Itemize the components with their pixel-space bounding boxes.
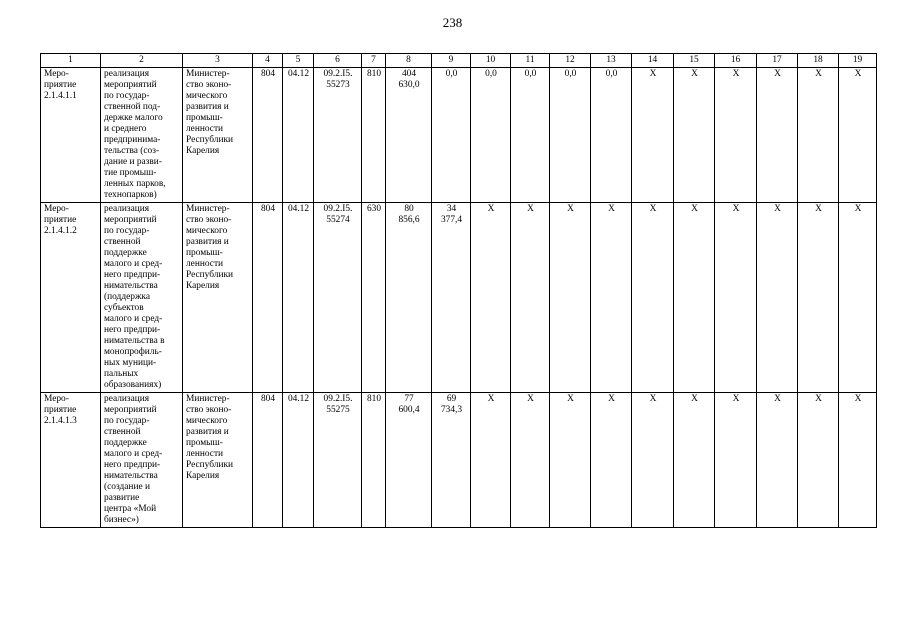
value-cell: X: [550, 393, 591, 528]
value-cell: 404 630,0: [386, 68, 432, 203]
column-header: 11: [511, 54, 550, 68]
column-header: 16: [715, 54, 757, 68]
csr-cell: 09.2.I5. 55274: [314, 203, 362, 393]
header-row: [41, 54, 877, 68]
value-cell: X: [632, 393, 674, 528]
event-cell: Меро- приятие 2.1.4.1.1: [41, 68, 101, 203]
column-header: 9: [432, 54, 471, 68]
column-header: 14: [632, 54, 674, 68]
value-cell: 69 734,3: [432, 393, 471, 528]
rzpr-cell: 04.12: [283, 393, 314, 528]
csr-cell: 09.2.I5. 55273: [314, 68, 362, 203]
column-header: 15: [674, 54, 715, 68]
value-cell: 34 377,4: [432, 203, 471, 393]
column-header: 8: [386, 54, 432, 68]
value-cell: X: [591, 203, 632, 393]
page-number: 238: [442, 15, 463, 30]
table-row: [41, 203, 877, 393]
value-cell: 0,0: [511, 68, 550, 203]
value-cell: X: [798, 203, 839, 393]
value-cell: 77 600,4: [386, 393, 432, 528]
column-header: 4: [253, 54, 283, 68]
value-cell: 0,0: [471, 68, 511, 203]
value-cell: X: [757, 393, 798, 528]
value-cell: X: [839, 203, 877, 393]
grbs-cell: 804: [253, 203, 283, 393]
value-cell: X: [511, 393, 550, 528]
column-header: 10: [471, 54, 511, 68]
value-cell: X: [715, 393, 757, 528]
value-cell: X: [715, 203, 757, 393]
value-cell: X: [674, 393, 715, 528]
column-header: 7: [362, 54, 386, 68]
description-cell: реализация мероприятий по государ- ственной поддержке малого и сред- него предпри- нимательства (поддержка субъектов малого и сред- него предпри- нимательства в монопрофиль- ных муници- пальных образованиях): [101, 203, 183, 393]
value-cell: X: [674, 68, 715, 203]
grbs-cell: 804: [253, 68, 283, 203]
value-cell: X: [715, 68, 757, 203]
column-header: 18: [798, 54, 839, 68]
column-header: 6: [314, 54, 362, 68]
column-header: 17: [757, 54, 798, 68]
value-cell: X: [674, 203, 715, 393]
value-cell: X: [798, 68, 839, 203]
column-header: 1: [41, 54, 101, 68]
value-cell: 80 856,6: [386, 203, 432, 393]
executor-cell: Министер- ство эконо- мического развития и промыш- ленности Республики Карелия: [183, 68, 253, 203]
column-header: 5: [283, 54, 314, 68]
table-row: [41, 393, 877, 528]
column-header: 19: [839, 54, 877, 68]
executor-cell: Министер- ство эконо- мического развития и промыш- ленности Республики Карелия: [183, 393, 253, 528]
event-cell: Меро- приятие 2.1.4.1.2: [41, 203, 101, 393]
budget-table: [40, 53, 877, 528]
description-cell: реализация мероприятий по государ- ственной поддержке малого и сред- него предпри- нимательства (создание и развитие центра «Мой бизнес»): [101, 393, 183, 528]
vr-cell: 810: [362, 393, 386, 528]
vr-cell: 630: [362, 203, 386, 393]
value-cell: X: [757, 68, 798, 203]
value-cell: 0,0: [550, 68, 591, 203]
value-cell: X: [632, 68, 674, 203]
value-cell: 0,0: [432, 68, 471, 203]
event-cell: Меро- приятие 2.1.4.1.3: [41, 393, 101, 528]
value-cell: X: [632, 203, 674, 393]
description-cell: реализация мероприятий по государ- ственной под- держке малого и среднего предпринима- тельства (соз- дание и разви- тие промыш- ленных парков, технопарков): [101, 68, 183, 203]
value-cell: X: [471, 203, 511, 393]
csr-cell: 09.2.I5. 55275: [314, 393, 362, 528]
rzpr-cell: 04.12: [283, 203, 314, 393]
value-cell: 0,0: [591, 68, 632, 203]
column-header: 3: [183, 54, 253, 68]
table-row: [41, 68, 877, 203]
value-cell: X: [757, 203, 798, 393]
column-header: 12: [550, 54, 591, 68]
value-cell: X: [591, 393, 632, 528]
executor-cell: Министер- ство эконо- мического развития и промыш- ленности Республики Карелия: [183, 203, 253, 393]
value-cell: X: [798, 393, 839, 528]
value-cell: X: [471, 393, 511, 528]
rzpr-cell: 04.12: [283, 68, 314, 203]
value-cell: X: [511, 203, 550, 393]
value-cell: X: [839, 68, 877, 203]
value-cell: X: [839, 393, 877, 528]
grbs-cell: 804: [253, 393, 283, 528]
column-header: 2: [101, 54, 183, 68]
value-cell: X: [550, 203, 591, 393]
vr-cell: 810: [362, 68, 386, 203]
column-header: 13: [591, 54, 632, 68]
